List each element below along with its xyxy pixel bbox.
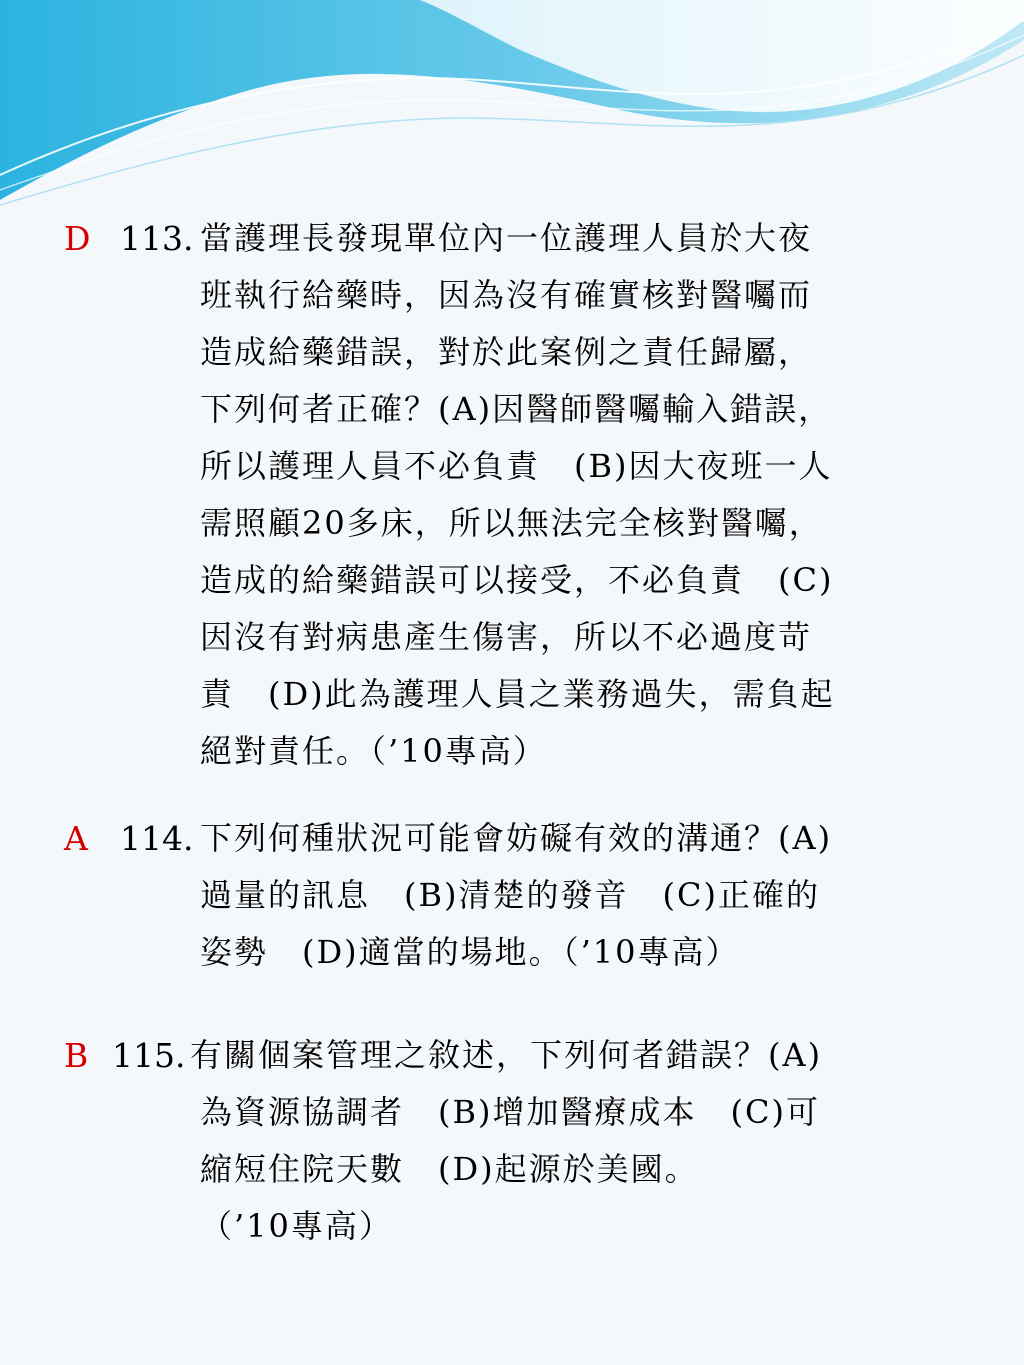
question-line: 有關個案管理之敘述，下列何者錯誤？(A)	[190, 1036, 823, 1074]
question-line: 過量的訊息 (B)清楚的發音 (C)正確的	[200, 876, 820, 914]
answer-key: A	[64, 819, 88, 858]
question-line: 當護理長發現單位內一位護理人員於大夜	[200, 219, 813, 257]
question-line: 造成的給藥錯誤可以接受，不必負責 (C)	[200, 561, 834, 599]
question-text	[200, 210, 910, 780]
answer-key: D	[64, 219, 91, 258]
question-line: 班執行給藥時，因為沒有確實核對醫囑而	[200, 276, 813, 314]
question-line: 所以護理人員不必負責 (B)因大夜班一人	[200, 447, 833, 485]
question-number: 114.	[120, 819, 194, 858]
question-line: 需照顧20多床，所以無法完全核對醫囑，	[200, 504, 823, 542]
question-line: （’10專高）	[200, 1207, 393, 1245]
question-number: 115.	[112, 1036, 186, 1075]
question-line: 造成給藥錯誤，對於此案例之責任歸屬，	[200, 333, 813, 371]
question-number: 113.	[120, 219, 194, 258]
question-line: 絕對責任。（’10專高）	[200, 732, 547, 770]
answer-key: B	[64, 1036, 89, 1075]
question-line: 為資源協調者 (B)增加醫療成本 (C)可	[200, 1093, 820, 1131]
question-line: 姿勢 (D)適當的場地。（’10專高）	[200, 933, 740, 971]
question-line: 縮短住院天數 (D)起源於美國。	[200, 1150, 699, 1188]
question-line: 責 (D)此為護理人員之業務過失，需負起	[200, 675, 835, 713]
question-line: 因沒有對病患產生傷害，所以不必過度苛	[200, 618, 813, 656]
question-text	[200, 810, 910, 981]
question-line: 下列何種狀況可能會妨礙有效的溝通？(A)	[200, 819, 833, 857]
question-line: 下列何者正確？(A)因醫師醫囑輸入錯誤，	[200, 390, 833, 428]
question-text	[190, 1027, 900, 1255]
